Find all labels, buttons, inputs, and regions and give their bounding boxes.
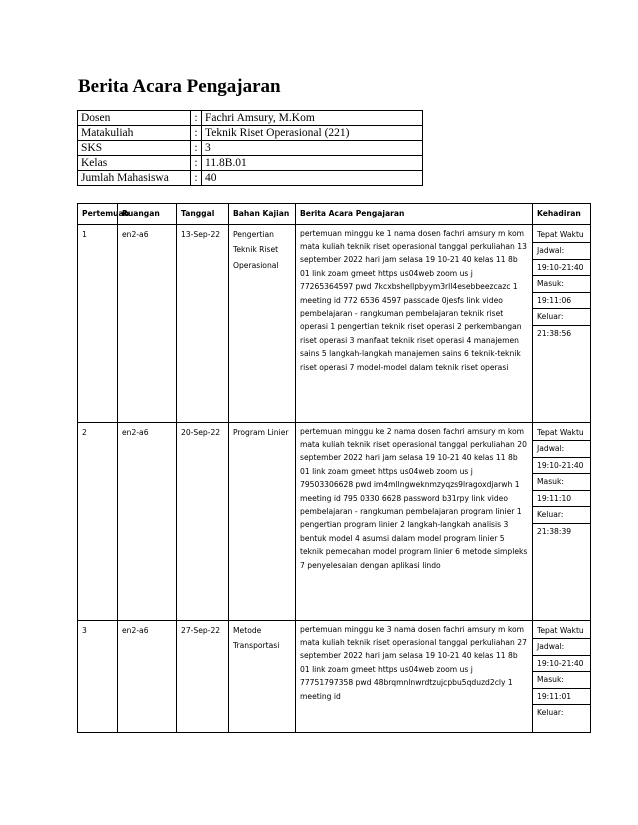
info-value: 40 xyxy=(202,171,423,186)
bahan-kajian-cell: Program Linier xyxy=(229,422,296,620)
table-row xyxy=(78,224,591,422)
info-separator: : xyxy=(191,141,202,156)
ruangan-cell: en2-a6 xyxy=(118,620,177,732)
tanggal-cell: 13-Sep-22 xyxy=(177,224,229,422)
header-tanggal: Tanggal xyxy=(177,204,229,225)
ruangan-cell: en2-a6 xyxy=(118,422,177,620)
info-value: 3 xyxy=(202,141,423,156)
info-value: Teknik Riset Operasional (221) xyxy=(202,126,423,141)
header-bahan-kajian: Bahan Kajian xyxy=(229,204,296,225)
attendance-table xyxy=(77,203,591,733)
info-row-sks xyxy=(78,141,423,156)
masuk-value: 19:11:10 xyxy=(533,491,590,508)
masuk-label: Masuk: xyxy=(533,672,590,689)
kehadiran-cell xyxy=(533,422,591,620)
info-row-matakuliah xyxy=(78,126,423,141)
pertemuan-cell: 3 xyxy=(78,620,118,732)
jadwal-value: 19:10-21:40 xyxy=(533,458,590,475)
keluar-label: Keluar: xyxy=(533,507,590,524)
berita-acara-cell: pertemuan minggu ke 1 nama dosen fachri amsury m kom mata kuliah teknik riset operasional tanggal perkuliahan 13 september 2022 hari jam selasa 19 10-21 40 kelas 11 8b 01 link zoam gmeet https us04web zoom us j 77265364597 pwd 7kcxbshellpbyym3rll4esebbeezcazc 1 meeting id 772 6536 4597 passcade 0jesfs link video pembelajaran - rangkuman pembelajaran teknik riset operasi 1 pengertian teknik riset operasi 2 perkembangan riset operasi 3 manfaat teknik riset operasi 4 manajemen sains 5 langkah-langkah manajemen sains 6 teknik-teknik riset operasi 7 model-model dalam teknik riset operasi xyxy=(296,224,533,422)
info-label: SKS xyxy=(78,141,191,156)
info-separator: : xyxy=(191,171,202,186)
kehadiran-status: Tepat Waktu xyxy=(533,425,590,442)
header-pertemuan: Pertemuan xyxy=(78,204,118,225)
jadwal-value: 19:10-21:40 xyxy=(533,656,590,673)
pertemuan-cell: 1 xyxy=(78,224,118,422)
kehadiran-cell xyxy=(533,224,591,422)
course-info-table xyxy=(77,110,423,186)
masuk-value: 19:11:06 xyxy=(533,293,590,310)
info-row-dosen xyxy=(78,111,423,126)
jadwal-label: Jadwal: xyxy=(533,441,590,458)
page-title: Berita Acara Pengajaran xyxy=(78,76,281,97)
jadwal-value: 19:10-21:40 xyxy=(533,260,590,277)
kehadiran-status: Tepat Waktu xyxy=(533,623,590,640)
info-row-jumlah-mahasiswa xyxy=(78,171,423,186)
table-header-row xyxy=(78,204,591,225)
keluar-label: Keluar: xyxy=(537,708,564,717)
info-separator: : xyxy=(191,126,202,141)
masuk-value: 19:11:01 xyxy=(533,689,590,706)
header-berita-acara: Berita Acara Pengajaran xyxy=(296,204,533,225)
berita-acara-cell: pertemuan minggu ke 2 nama dosen fachri amsury m kom mata kuliah teknik riset operasional tanggal perkuliahan 20 september 2022 hari jam selasa 19 10-21 40 kelas 11 8b 01 link zoam gmeet https us04web zoom us j 79503306628 pwd im4mllngweknmzyqzs9lragoxdjarwh 1 meeting id 795 0330 6628 password b31rpy link video pembelajaran - rangkuman pembelajaran program linier 1 pengertian program linier 2 langkah-langkah analisis 3 bentuk model 4 asumsi dalam model program linier 5 teknik pemecahan model program linier 6 metode simpleks 7 penyelesaian dengan aplikasi lindo xyxy=(296,422,533,620)
info-separator: : xyxy=(191,111,202,126)
berita-acara-cell: pertemuan minggu ke 3 nama dosen fachri amsury m kom mata kuliah teknik riset operasional tanggal perkuliahan 27 september 2022 hari jam selasa 19 10-21 40 kelas 11 8b 01 link zoam gmeet https us04web zoom us j 77751797358 pwd 48brqmnlnwrdtzujcpbu5qduzd2cly 1 meeting id xyxy=(296,620,533,732)
info-value: 11.8B.01 xyxy=(202,156,423,171)
keluar-label: Keluar: xyxy=(533,309,590,326)
ruangan-cell: en2-a6 xyxy=(118,224,177,422)
bahan-kajian-cell: Metode Transportasi xyxy=(229,620,296,732)
keluar-value: 21:38:39 xyxy=(537,526,572,536)
tanggal-cell: 20-Sep-22 xyxy=(177,422,229,620)
kehadiran-cell xyxy=(533,620,591,732)
info-label: Matakuliah xyxy=(78,126,191,141)
header-kehadiran: Kehadiran xyxy=(533,204,591,225)
pertemuan-cell: 2 xyxy=(78,422,118,620)
kehadiran-status: Tepat Waktu xyxy=(533,227,590,244)
jadwal-label: Jadwal: xyxy=(533,243,590,260)
info-value: Fachri Amsury, M.Kom xyxy=(202,111,423,126)
bahan-kajian-cell: Pengertian Teknik Riset Operasional xyxy=(229,224,296,422)
info-label: Jumlah Mahasiswa xyxy=(78,171,191,186)
info-row-kelas xyxy=(78,156,423,171)
table-row xyxy=(78,620,591,732)
info-separator: : xyxy=(191,156,202,171)
masuk-label: Masuk: xyxy=(533,276,590,293)
header-ruangan: Ruangan xyxy=(118,204,177,225)
masuk-label: Masuk: xyxy=(533,474,590,491)
keluar-value: 21:38:56 xyxy=(537,328,572,338)
table-row xyxy=(78,422,591,620)
info-label: Kelas xyxy=(78,156,191,171)
jadwal-label: Jadwal: xyxy=(533,639,590,656)
info-label: Dosen xyxy=(78,111,191,126)
tanggal-cell: 27-Sep-22 xyxy=(177,620,229,732)
